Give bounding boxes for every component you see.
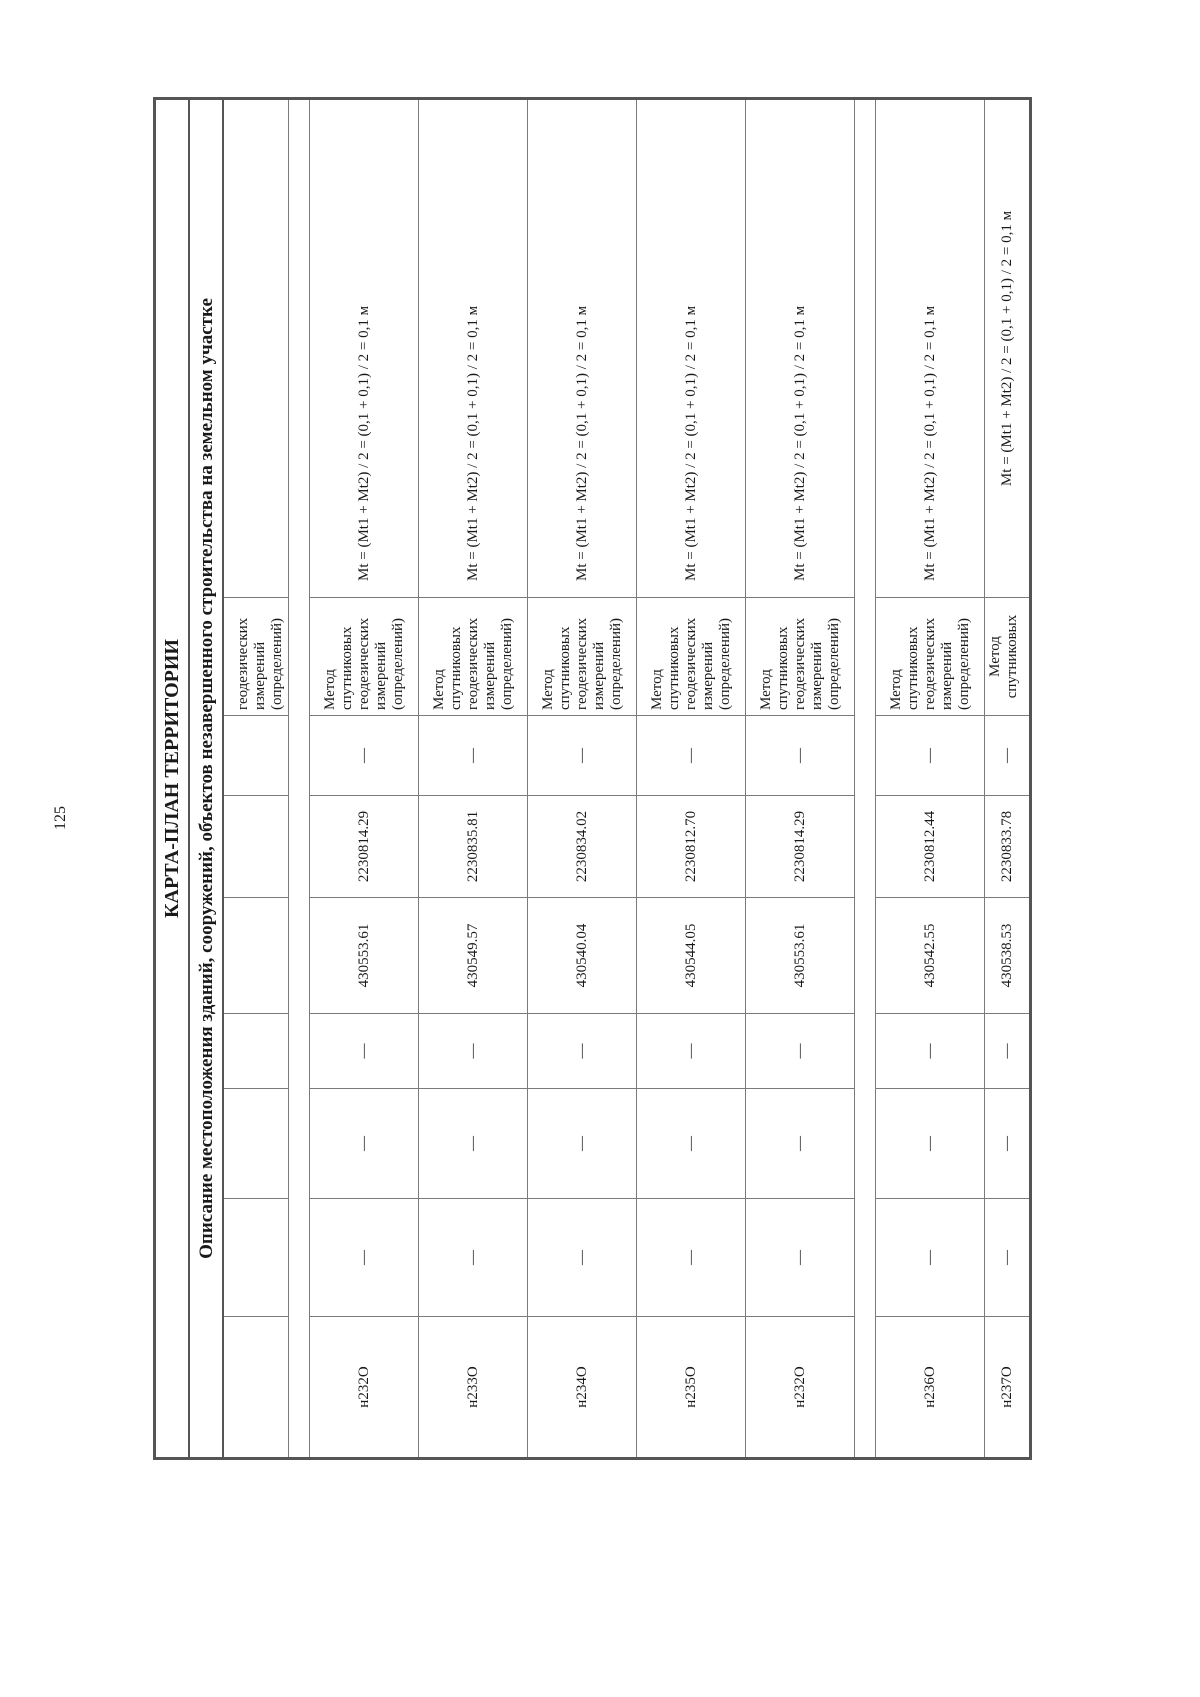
accuracy-formula: Mt = (Mt1 + Mt2) / 2 = (0,1 + 0,1) / 2 = 0,1 м (637, 98, 746, 597)
dash-cell: — (528, 1199, 637, 1317)
method-cell: Метод спутниковых (985, 598, 1031, 716)
page-title: КАРТА-ПЛАН ТЕРРИТОРИИ (155, 98, 190, 1458)
table-row (637, 98, 746, 1458)
dash-cell: — (746, 1199, 855, 1317)
table-row (528, 98, 637, 1458)
dash-cell: — (876, 1199, 985, 1317)
point-name: н232О (310, 1317, 419, 1459)
table-row (419, 98, 528, 1458)
header-row (223, 98, 289, 1458)
accuracy-formula: Mt = (Mt1 + Mt2) / 2 = (0,1 + 0,1) / 2 = 0,1 м (528, 98, 637, 597)
method-cell: Метод спутниковых геодезических измерений (определений) (528, 598, 637, 716)
accuracy-formula: Mt = (Mt1 + Mt2) / 2 = (0,1 + 0,1) / 2 = 0,1 м (985, 98, 1031, 597)
dash-cell: — (310, 1014, 419, 1089)
method-cell: Метод спутниковых геодезических измерений (определений) (876, 598, 985, 716)
x-coordinate: 430553.61 (746, 898, 855, 1014)
dash-cell: — (419, 1089, 528, 1199)
y-coordinate: 2230834.02 (528, 796, 637, 898)
table-row (310, 98, 419, 1458)
dash-cell: — (419, 716, 528, 796)
dash-cell: — (985, 1014, 1031, 1089)
dash-cell: — (637, 1089, 746, 1199)
dash-cell: — (419, 1014, 528, 1089)
table-row (985, 98, 1031, 1458)
table-row (876, 98, 985, 1458)
accuracy-formula: Mt = (Mt1 + Mt2) / 2 = (0,1 + 0,1) / 2 = 0,1 м (746, 98, 855, 597)
dash-cell: — (310, 716, 419, 796)
dash-cell: — (985, 716, 1031, 796)
x-coordinate: 430538.53 (985, 898, 1031, 1014)
y-coordinate: 2230812.44 (876, 796, 985, 898)
coordinates-table (153, 97, 1032, 1460)
dash-cell: — (985, 1199, 1031, 1317)
dash-cell: — (876, 1089, 985, 1199)
point-name: н237О (985, 1317, 1031, 1459)
dash-cell: — (746, 1089, 855, 1199)
x-coordinate: 430544.05 (637, 898, 746, 1014)
accuracy-formula: Mt = (Mt1 + Mt2) / 2 = (0,1 + 0,1) / 2 = 0,1 м (310, 98, 419, 597)
x-coordinate: 430542.55 (876, 898, 985, 1014)
dash-cell: — (985, 1089, 1031, 1199)
x-coordinate: 430540.04 (528, 898, 637, 1014)
dash-cell: — (876, 716, 985, 796)
dash-cell: — (637, 716, 746, 796)
point-name: н235О (637, 1317, 746, 1459)
table-subtitle: Описание местоположения зданий, сооружений, объектов незавершенного строительства на земельном участке (189, 98, 223, 1458)
rotated-table-sheet (153, 100, 1068, 1460)
dash-cell: — (876, 1014, 985, 1089)
method-cell: Метод спутниковых геодезических измерений (определений) (419, 598, 528, 716)
y-coordinate: 2230812.70 (637, 796, 746, 898)
x-coordinate: 430553.61 (310, 898, 419, 1014)
method-cell: Метод спутниковых геодезических измерений (определений) (637, 598, 746, 716)
dash-cell: — (419, 1199, 528, 1317)
point-name: н232О (746, 1317, 855, 1459)
accuracy-formula: Mt = (Mt1 + Mt2) / 2 = (0,1 + 0,1) / 2 = 0,1 м (876, 98, 985, 597)
method-cell: Метод спутниковых геодезических измерений (определений) (310, 598, 419, 716)
y-coordinate: 2230814.29 (746, 796, 855, 898)
page-number: 125 (52, 806, 69, 830)
method-cell: Метод спутниковых геодезических измерений (определений) (746, 598, 855, 716)
dash-cell: — (528, 716, 637, 796)
dash-cell: — (528, 1089, 637, 1199)
dash-cell: — (528, 1014, 637, 1089)
header-method-cell: геодезических измерений (определений) (223, 598, 289, 716)
dash-cell: — (746, 1014, 855, 1089)
accuracy-formula: Mt = (Mt1 + Mt2) / 2 = (0,1 + 0,1) / 2 = 0,1 м (419, 98, 528, 597)
y-coordinate: 2230833.78 (985, 796, 1031, 898)
dash-cell: — (637, 1014, 746, 1089)
x-coordinate: 430549.57 (419, 898, 528, 1014)
y-coordinate: 2230814.29 (310, 796, 419, 898)
dash-cell: — (310, 1089, 419, 1199)
point-name: н236О (876, 1317, 985, 1459)
y-coordinate: 2230835.81 (419, 796, 528, 898)
point-name: н233О (419, 1317, 528, 1459)
dash-cell: — (746, 716, 855, 796)
dash-cell: — (637, 1199, 746, 1317)
point-name: н234О (528, 1317, 637, 1459)
dash-cell: — (310, 1199, 419, 1317)
table-row (746, 98, 855, 1458)
